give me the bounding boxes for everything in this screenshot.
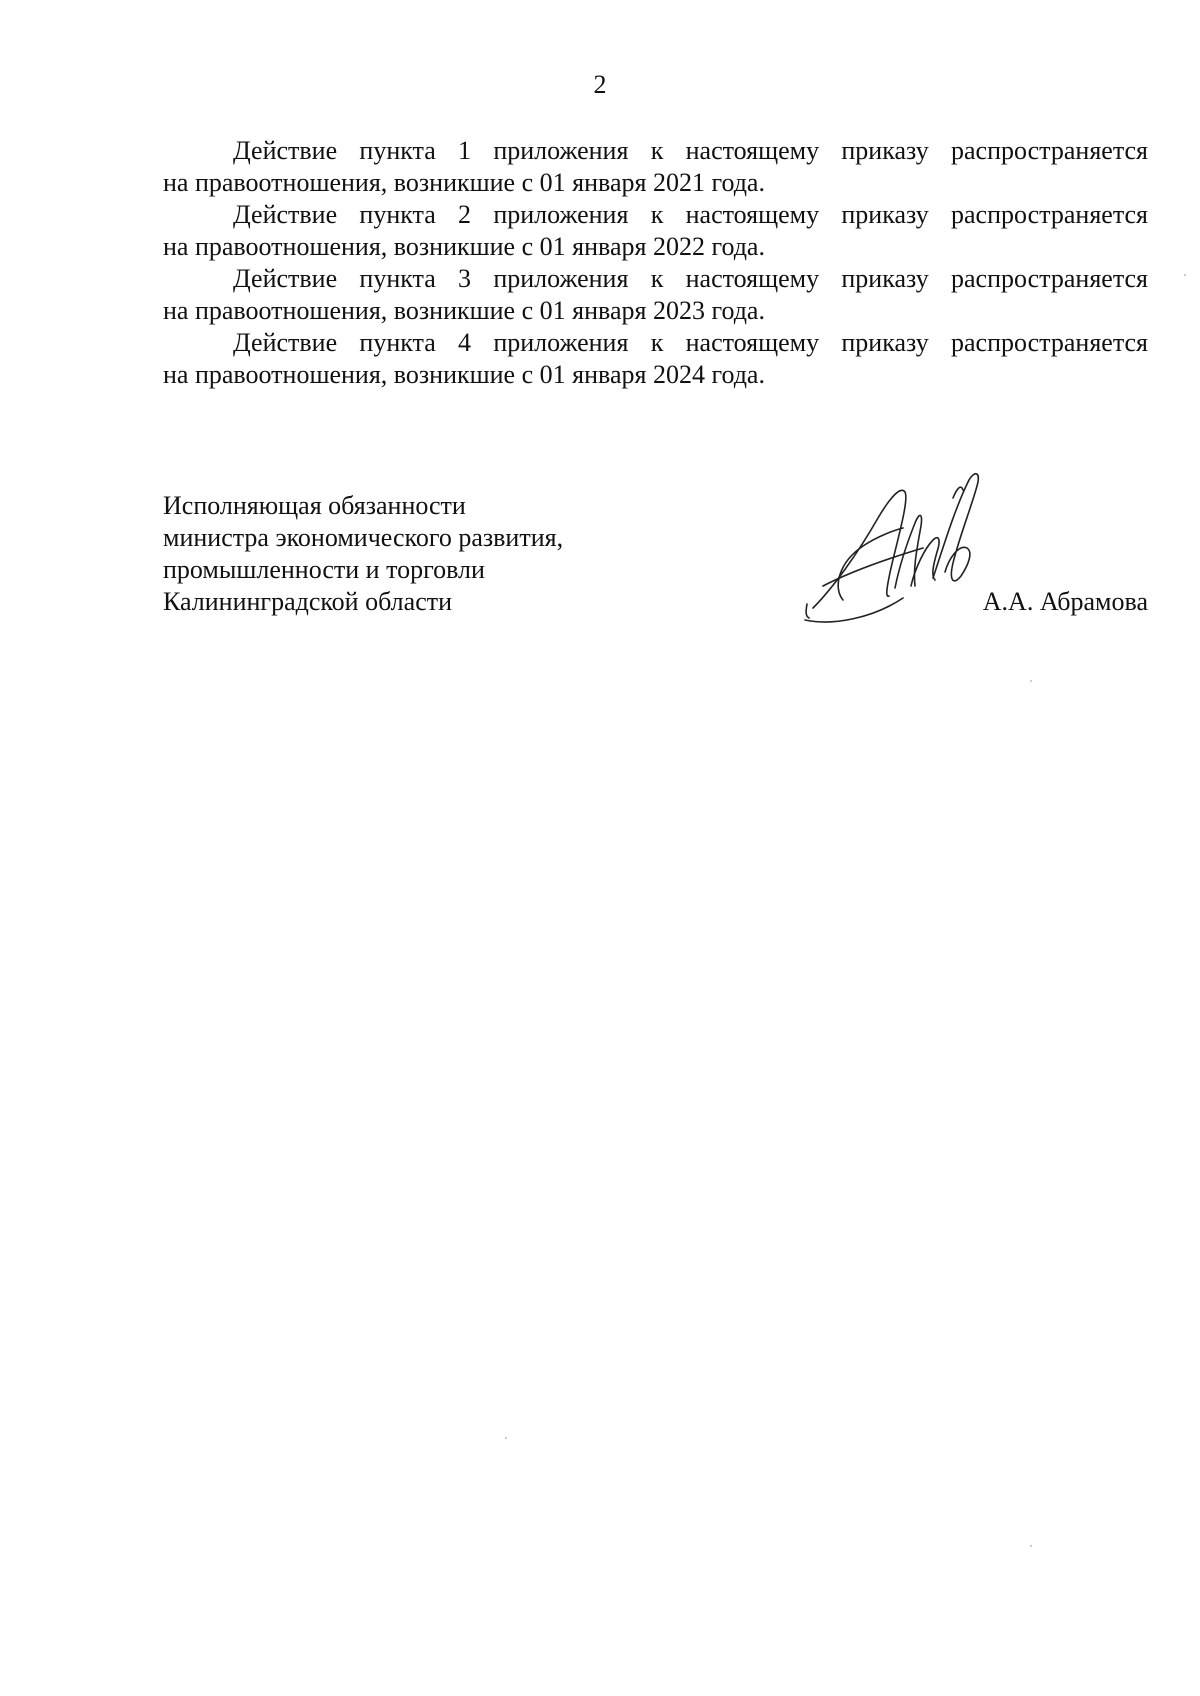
paragraph-3 [163,263,1148,327]
paragraph-2 [163,199,1148,263]
scan-speck [1030,680,1032,682]
paragraph-line: Действие пункта 2 приложения к настоящему приказу распространяется [233,200,1148,229]
scan-speck [1030,1545,1032,1547]
signatory-title [163,490,563,618]
paragraph-line: Действие пункта 1 приложения к настоящему приказу распространяется [233,136,1148,165]
paragraph-line: на правоотношения, возникшие с 01 января 2023 года. [163,296,765,325]
signatory-title-line: Калининградской области [163,587,453,616]
paragraph-line: на правоотношения, возникшие с 01 января 2024 года. [163,360,765,389]
signatory-title-line: Исполняющая обязанности [163,491,466,520]
signatory-title-line: министра экономического развития, [163,523,564,552]
signature-block [163,490,1148,650]
page-number: 2 [593,70,607,99]
paragraph-line: Действие пункта 4 приложения к настоящему приказу распространяется [233,328,1148,357]
scan-speck [505,1437,507,1439]
document-body [163,135,1148,391]
paragraph-line: на правоотношения, возникшие с 01 января 2021 года. [163,168,765,197]
paragraph-line: Действие пункта 3 приложения к настоящему приказу распространяется [233,264,1148,293]
paragraph-line: на правоотношения, возникшие с 01 января 2022 года. [163,232,765,261]
signatory-title-line: промышленности и торговли [163,555,485,584]
scan-speck [1184,274,1186,276]
handwritten-signature [803,468,1013,628]
paragraph-1 [163,135,1148,199]
paragraph-4 [163,327,1148,391]
signatory-name: А.А. Абрамова [982,587,1148,616]
